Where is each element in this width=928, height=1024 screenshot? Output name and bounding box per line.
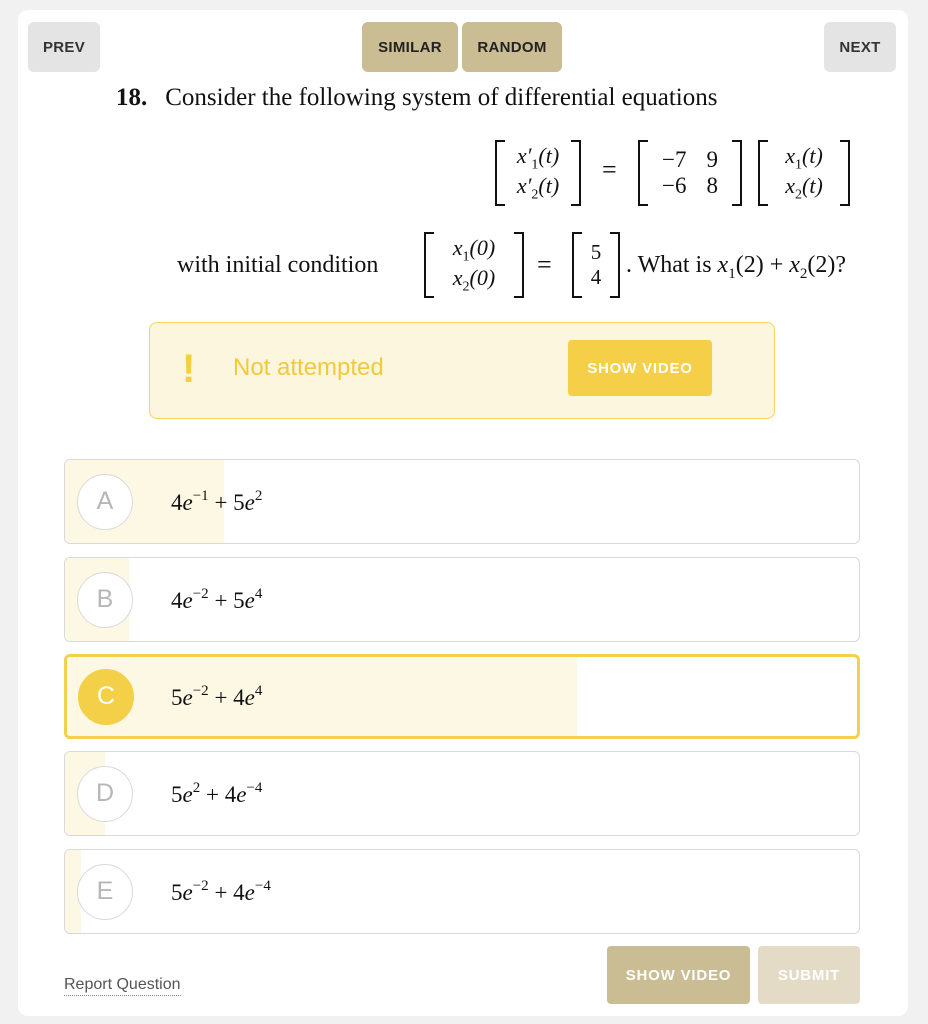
coefficient-matrix [638,140,742,206]
matrix-cell: 9 [706,147,718,172]
derivative-vector [495,140,581,206]
initial-x2: $x_2(0)$ [452,265,496,295]
option-e[interactable] [64,849,860,934]
submit-button[interactable]: SUBMIT [758,946,860,1004]
option-answer: $5e^2 + 4e^{-4}$ [171,779,263,807]
option-letter: A [77,474,133,530]
option-fill [67,657,577,736]
prev-button[interactable]: PREV [28,22,100,72]
initial-value: 4 [590,265,602,289]
equals-sign-initial: = [537,250,552,279]
initial-state-vector [424,232,524,298]
option-letter: D [77,766,133,822]
show-video-button[interactable]: SHOW VIDEO [568,340,712,396]
similar-button[interactable]: SIMILAR [362,22,458,72]
option-answer: $4e^{-2} + 5e^4$ [171,585,263,613]
random-button[interactable]: RANDOM [462,22,562,72]
state-x2: $x_2(t)$ [785,173,823,203]
option-letter: E [77,864,133,920]
state-vector [758,140,850,206]
state-x1: $x_1(t)$ [785,142,823,172]
derivative-x2: $x'_2(t)$ [516,173,560,203]
initial-condition-prefix: with initial condition [177,252,379,278]
initial-value: 5 [590,240,602,264]
matrix-cell: 8 [706,173,718,198]
attempt-status-text: Not attempted [233,354,384,381]
option-letter: C [78,669,134,725]
report-question-link[interactable]: Report Question [64,976,181,996]
option-a[interactable] [64,459,860,544]
show-video-footer-button[interactable]: SHOW VIDEO [607,946,750,1004]
initial-values-vector [572,232,620,298]
option-b[interactable] [64,557,860,642]
initial-x1: $x_1(0)$ [452,234,496,264]
question-prompt: Consider the following system of differential equations [165,84,718,111]
option-answer: $5e^{-2} + 4e^4$ [171,682,263,710]
matrix-cell: −6 [662,173,687,198]
option-answer: $4e^{-1} + 5e^2$ [171,487,263,515]
next-button[interactable]: NEXT [824,22,896,72]
question-title [116,84,717,112]
option-answer: $5e^{-2} + 4e^{-4}$ [171,877,271,905]
option-c[interactable] [64,654,860,739]
option-d[interactable] [64,751,860,836]
option-letter: B [77,572,133,628]
question-ask: . What is $x_1(2) + x_2(2)$? [626,252,847,282]
derivative-x1: $x'_1(t)$ [516,142,560,172]
exclamation-icon: ! [182,347,196,391]
equals-sign: = [602,155,617,184]
matrix-cell: −7 [662,147,687,172]
question-number: 18. [116,84,148,111]
